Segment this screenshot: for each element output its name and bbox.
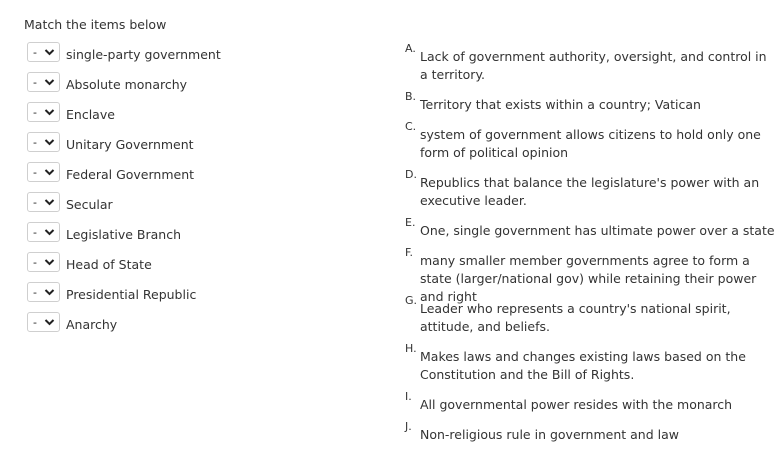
chevron-down-icon bbox=[44, 287, 55, 297]
answer-letter: I. bbox=[405, 390, 412, 403]
answer-letter: G. bbox=[405, 294, 418, 307]
chevron-down-icon bbox=[44, 227, 55, 237]
answer-item bbox=[405, 217, 777, 240]
chevron-down-icon bbox=[44, 197, 55, 207]
prompt-text: single-party government bbox=[66, 47, 221, 62]
prompt-list bbox=[27, 40, 221, 340]
match-select[interactable] bbox=[27, 282, 60, 302]
answer-text: Makes laws and changes existing laws based on the Constitution and the Bill of Rights. bbox=[420, 349, 746, 382]
match-select[interactable] bbox=[27, 252, 60, 272]
answer-text: Leader who represents a country's national spirit, attitude, and beliefs. bbox=[420, 301, 731, 334]
prompt-row bbox=[27, 310, 221, 340]
prompt-row bbox=[27, 100, 221, 130]
match-select-value: - bbox=[33, 285, 37, 299]
match-select[interactable] bbox=[27, 42, 60, 62]
answer-letter: E. bbox=[405, 216, 416, 229]
answer-text: Lack of government authority, oversight, and control in a territory. bbox=[420, 49, 767, 82]
chevron-down-icon bbox=[44, 317, 55, 327]
match-select[interactable] bbox=[27, 162, 60, 182]
answer-text: All governmental power resides with the monarch bbox=[420, 397, 733, 412]
match-select[interactable] bbox=[27, 102, 60, 122]
chevron-down-icon bbox=[44, 167, 55, 177]
chevron-down-icon bbox=[44, 47, 55, 57]
match-select[interactable] bbox=[27, 312, 60, 332]
answer-item bbox=[405, 43, 777, 84]
prompt-text: Federal Government bbox=[66, 167, 195, 182]
answer-item bbox=[405, 121, 777, 162]
match-select[interactable] bbox=[27, 72, 60, 92]
answer-letter: J. bbox=[405, 420, 412, 433]
match-select-value: - bbox=[33, 75, 37, 89]
answer-text: Territory that exists within a country; Vatican bbox=[420, 97, 701, 112]
prompt-row bbox=[27, 190, 221, 220]
match-select[interactable] bbox=[27, 222, 60, 242]
chevron-down-icon bbox=[44, 137, 55, 147]
answer-text: many smaller member governments agree to form a state (larger/national gov) while retaining their power and right bbox=[420, 253, 757, 304]
answer-letter: B. bbox=[405, 90, 417, 103]
chevron-down-icon bbox=[44, 77, 55, 87]
chevron-down-icon bbox=[44, 107, 55, 117]
answer-item bbox=[405, 421, 777, 444]
match-select-value: - bbox=[33, 315, 37, 329]
answer-letter: D. bbox=[405, 168, 417, 181]
prompt-text: Anarchy bbox=[66, 317, 118, 332]
prompt-text: Secular bbox=[66, 197, 113, 212]
instruction-text: Match the items below bbox=[24, 17, 167, 32]
answer-item bbox=[405, 343, 777, 384]
match-select-value: - bbox=[33, 45, 37, 59]
answer-text: system of government allows citizens to hold only one form of political opinion bbox=[420, 127, 761, 160]
match-select-value: - bbox=[33, 255, 37, 269]
prompt-row bbox=[27, 160, 221, 190]
answer-letter: A. bbox=[405, 42, 416, 55]
answer-letter: C. bbox=[405, 120, 417, 133]
match-select-value: - bbox=[33, 225, 37, 239]
match-select[interactable] bbox=[27, 192, 60, 212]
prompt-text: Head of State bbox=[66, 257, 152, 272]
prompt-row bbox=[27, 220, 221, 250]
prompt-row bbox=[27, 40, 221, 70]
prompt-text: Unitary Government bbox=[66, 137, 194, 152]
prompt-row bbox=[27, 250, 221, 280]
prompt-text: Presidential Republic bbox=[66, 287, 197, 302]
prompt-text: Legislative Branch bbox=[66, 227, 182, 242]
answer-text: Non-religious rule in government and law bbox=[420, 427, 679, 442]
prompt-row bbox=[27, 280, 221, 310]
prompt-text: Absolute monarchy bbox=[66, 77, 188, 92]
match-select-value: - bbox=[33, 105, 37, 119]
match-select[interactable] bbox=[27, 132, 60, 152]
prompt-text: Enclave bbox=[66, 107, 115, 122]
prompt-row bbox=[27, 130, 221, 160]
match-select-value: - bbox=[33, 195, 37, 209]
match-select-value: - bbox=[33, 135, 37, 149]
prompt-row bbox=[27, 70, 221, 100]
match-select-value: - bbox=[33, 165, 37, 179]
chevron-down-icon bbox=[44, 257, 55, 267]
answer-text: Republics that balance the legislature's power with an executive leader. bbox=[420, 175, 760, 208]
answer-item bbox=[405, 169, 777, 210]
answer-text: One, single government has ultimate power over a state bbox=[420, 223, 775, 238]
answer-letter: F. bbox=[405, 246, 414, 259]
answer-letter: H. bbox=[405, 342, 417, 355]
answer-item bbox=[405, 91, 777, 114]
answer-item bbox=[405, 391, 777, 414]
answer-item bbox=[405, 295, 777, 336]
